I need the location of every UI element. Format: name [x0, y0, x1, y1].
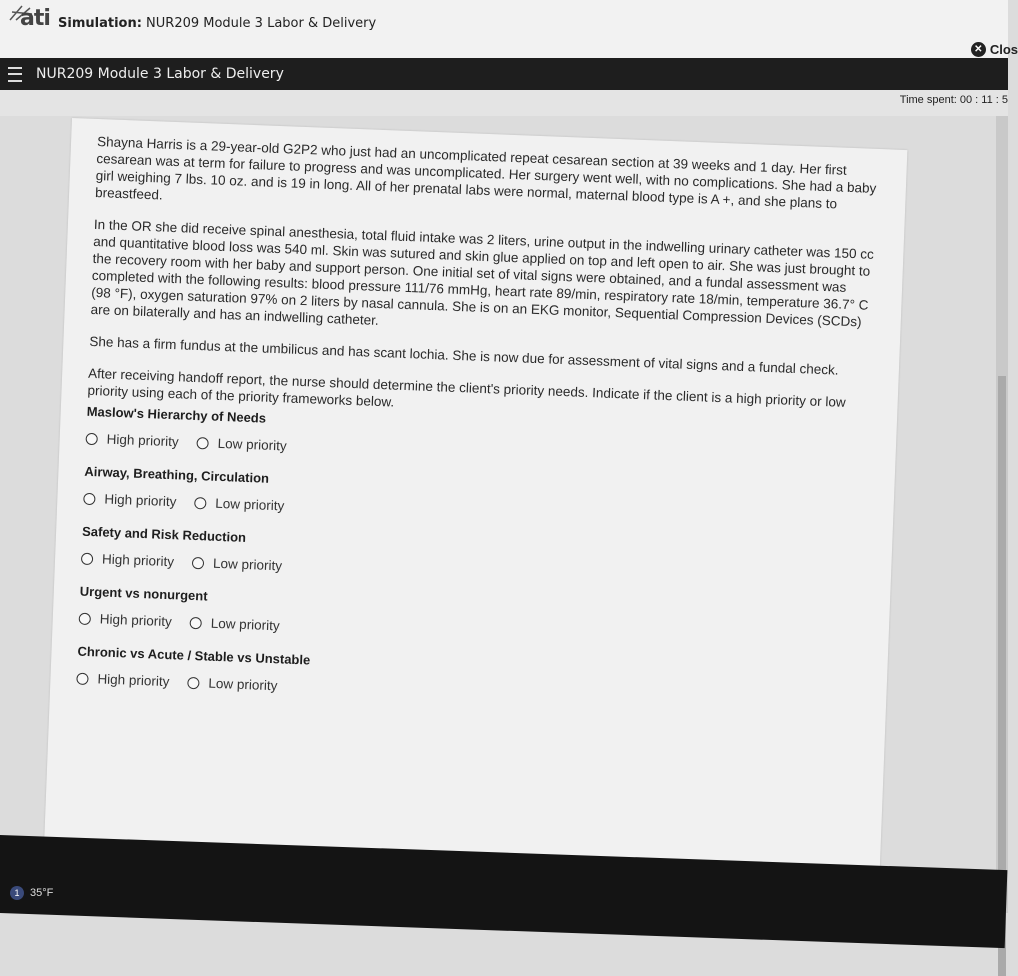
app-title-text: NUR209 Module 3 Labor & Delivery — [146, 16, 377, 31]
logo-text: ati — [20, 6, 50, 31]
close-label: Clos — [989, 42, 1018, 57]
chronic-high-option[interactable] — [76, 670, 170, 691]
time-spent: Time spent: 00 : 11 : 5 — [899, 94, 1008, 106]
app-title-prefix: Simulation: — [58, 16, 142, 31]
app-title — [58, 16, 376, 31]
hamburger-menu-icon[interactable] — [8, 67, 22, 82]
option-label: Low priority — [212, 555, 283, 574]
radio-button[interactable] — [83, 492, 95, 504]
radio-button[interactable] — [196, 437, 208, 449]
case-panel — [43, 118, 908, 910]
radio-button[interactable] — [79, 612, 91, 624]
close-button[interactable] — [971, 42, 1018, 57]
weather-badge-icon: 1 — [10, 886, 24, 900]
radio-button[interactable] — [194, 496, 206, 508]
urgent-high-option[interactable] — [78, 610, 172, 631]
option-label: High priority — [101, 551, 175, 570]
weather-temperature: 35°F — [30, 887, 54, 899]
question-text: After receiving handoff report, the nurse should determine the client's priority needs. Indicate if the client is a high priority or low priority using each of the priority frameworks below. — [87, 365, 846, 410]
maslow-low-option[interactable] — [196, 434, 287, 454]
framework-title: Airway, Breathing, Circulation — [84, 463, 270, 486]
framework-chronic-acute — [76, 643, 867, 717]
safety-low-option[interactable] — [192, 554, 283, 574]
framework-urgent — [78, 583, 869, 657]
framework-abc — [83, 463, 874, 537]
radio-button[interactable] — [85, 432, 97, 444]
case-paragraph-3: She has a firm fundus at the umbilicus and has scant lochia. She is now due for assessment of vital signs and a fundal check. — [89, 333, 839, 378]
framework-title: Safety and Risk Reduction — [81, 523, 247, 545]
abc-low-option[interactable] — [194, 494, 285, 514]
radio-button[interactable] — [81, 552, 93, 564]
case-paragraph-2: In the OR she did receive spinal anesthesia, total fluid intake was 2 liters, urine output in the indwelling urinary catheter was 150 cc and quantitative blood loss was 540 ml. Skin was sutured and skin glue applied on top and left open to air. She was just brought to the recovery room with her baby and support person. One initial set of vital signs were obtained, and a fundal assessment was completed with the following results: blood pressure 111/76 mmHg, heart rate 89/min, respiratory rate 18/min, temperature 36.7° C (98 °F), oxygen saturation 97% on 2 liters by nasal cannula. She is on an EKG monitor, Sequential Compression Devices (SCDs) are on bilaterally and has an indwelling catheter. — [90, 216, 875, 330]
weather-widget[interactable] — [10, 886, 53, 900]
framework-title: Maslow's Hierarchy of Needs — [86, 403, 267, 426]
maslow-high-option[interactable] — [85, 430, 179, 451]
framework-title: Chronic vs Acute / Stable vs Unstable — [77, 643, 311, 668]
urgent-low-option[interactable] — [189, 614, 280, 634]
chronic-low-option[interactable] — [187, 674, 278, 694]
safety-high-option[interactable] — [81, 550, 175, 571]
framework-safety — [81, 523, 872, 597]
close-icon: ✕ — [971, 42, 986, 57]
option-label: High priority — [104, 491, 177, 510]
radio-button[interactable] — [187, 676, 199, 688]
option-label: High priority — [106, 431, 179, 450]
option-label: Low priority — [210, 615, 281, 634]
framework-title: Urgent vs nonurgent — [79, 583, 208, 604]
option-label: Low priority — [208, 675, 278, 694]
scrollbar[interactable] — [996, 116, 1008, 913]
option-label: Low priority — [217, 435, 287, 454]
radio-button[interactable] — [76, 672, 88, 684]
module-title: NUR209 Module 3 Labor & Delivery — [36, 66, 284, 82]
time-bar — [0, 90, 1008, 116]
radio-button[interactable] — [192, 556, 204, 568]
radio-button[interactable] — [190, 616, 202, 628]
case-content — [76, 133, 887, 733]
top-bar — [0, 0, 1018, 59]
nav-bar — [0, 58, 1008, 90]
ati-logo — [6, 6, 50, 31]
case-paragraph-1: Shayna Harris is a 29-year-old G2P2 who just had an uncomplicated repeat cesarean section at 39 weeks and 1 day. Her first cesarean was at term for failure to progress and was uncomplicated. Her surgery went well, with no complications. She had a baby girl weighing 7 lbs. 10 oz. and is 19 in long. All of her prenatal labs were normal, maternal blood type is A +, and she plans to breastfeed. — [94, 133, 877, 212]
option-label: High priority — [97, 671, 170, 690]
option-label: Low priority — [215, 495, 285, 514]
option-label: High priority — [99, 611, 173, 630]
abc-high-option[interactable] — [83, 490, 177, 511]
